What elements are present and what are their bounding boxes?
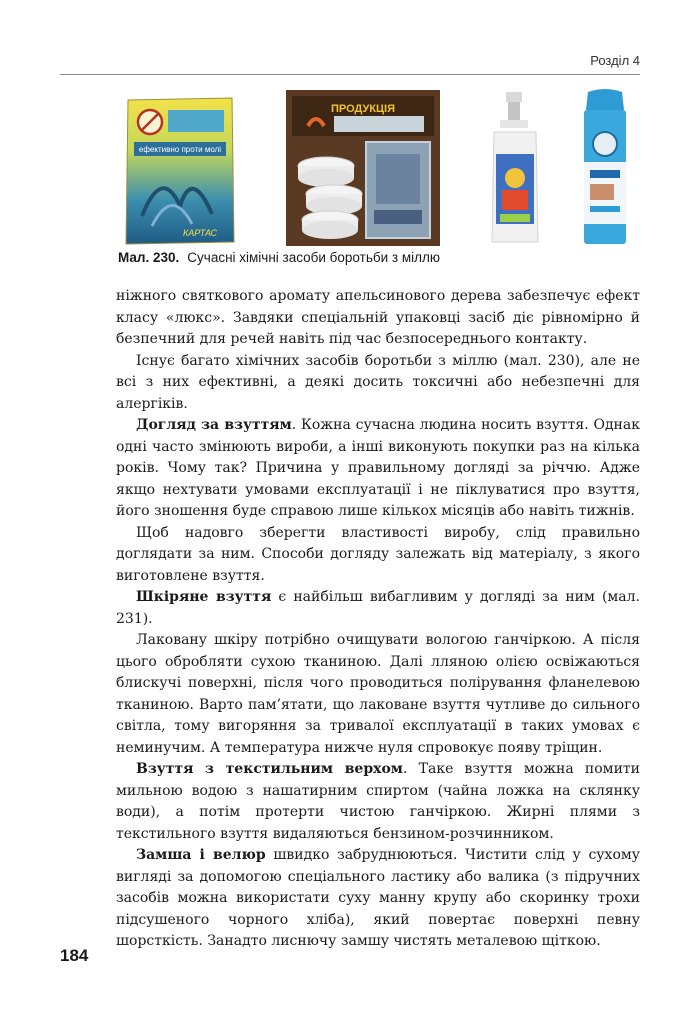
paragraph-text: є найбільш вибагливим у догляді за ним (мал. 231).	[116, 589, 640, 627]
paragraph	[116, 845, 640, 953]
page-number: 184	[60, 946, 89, 965]
paragraph-heading: Догляд за взуттям	[136, 417, 292, 433]
caption-text: Сучасні хімічні засоби боротьби з міллю	[187, 250, 440, 265]
paragraph-text: . Таке взуття можна помити мильною водою з нашатирним спиртом (чайна ложка на склянку води), а потім протерти чистою ганчіркою. Жирні плями з текстильного взуття видаляються бензином-розчинником.	[116, 761, 640, 842]
paragraph-text: Існує багато хімічних засобів боротьби з міллю (мал. 230), але не всі з них ефективні, а деякі досить токсичні або небезпечні для алергіків.	[116, 352, 640, 412]
paragraph	[116, 630, 640, 759]
paragraph-text: ніжного святкового аромату апельсинового дерева забезпечує ефект класу «люкс». Завдяки спеціальній упаковці засіб діє рівномірно й безпечний для речей навіть під час безпосереднього контакту.	[116, 288, 640, 347]
moth-packet-photo	[122, 96, 238, 246]
paragraph-heading: Замша і велюр	[136, 847, 266, 863]
paragraph	[116, 351, 640, 416]
packet-brand: КАРТАС	[182, 228, 218, 238]
paragraph	[116, 759, 640, 845]
paragraph	[116, 415, 640, 523]
paragraph-text: швидко забруднюються. Чистити слід у сухому вигляді за допомогою спеціального ластику або валика (з підручних засобів можна використати суху манну крупу або скоринку трохи підсушеного чорного хліба), який повертає поверхні певну шорсткість. Занадто лиснючу замшу чистять металевою щіткою.	[116, 847, 640, 949]
section-header: Розділ 4	[590, 53, 640, 68]
paragraph-heading: Взуття з текстильним верхом	[136, 761, 403, 777]
paragraph	[116, 286, 640, 351]
paragraph	[116, 523, 640, 588]
paragraph-text: Лаковану шкіру потрібно очищувати вологою ганчіркою. А після цього обробляти сухою тканиною. Далі лляною олією освіжаються блискучі поверхні, після чого проводиться полірування фланелевою тканиною. Варто пам’ятати, що лаковане взуття чутливе до сильного світла, тому вигоряння за тривалої експлуатації в таких умовах є неминучим. А температура нижче нуля спровокує появу тріщин.	[116, 632, 640, 756]
caption-number: Мал. 230.	[118, 250, 180, 265]
box-top-text: ПРОДУКЦІЯ	[330, 103, 396, 115]
tablets-box-photo	[286, 90, 440, 246]
header-rule	[60, 74, 640, 75]
figure-230	[118, 88, 636, 248]
aerosol-can-photo	[574, 88, 636, 246]
paragraph	[116, 587, 640, 630]
figure-caption	[118, 250, 440, 265]
paragraph-heading: Шкіряне взуття	[136, 589, 272, 605]
paragraph-text: Щоб надовго зберегти властивості виробу, слід правильно доглядати за ним. Способи догляду залежать від матеріалу, з якого виготовлене взуття.	[116, 524, 640, 584]
paragraph-text: . Кожна сучасна людина носить взуття. Однак одні часто змінюють вироби, а інші виконують покупки раз на кілька років. Чому так? Причина у правильному догляді за річчю. Адже якщо нехтувати умовами експлуатації і не піклуватися про взуття, його зношення буде справою лише кількох місяців або навіть тижнів.	[116, 417, 640, 519]
spray-bottle-photo	[486, 92, 544, 246]
packet-text: ефективно проти молі	[138, 145, 222, 154]
body-text	[116, 286, 640, 953]
